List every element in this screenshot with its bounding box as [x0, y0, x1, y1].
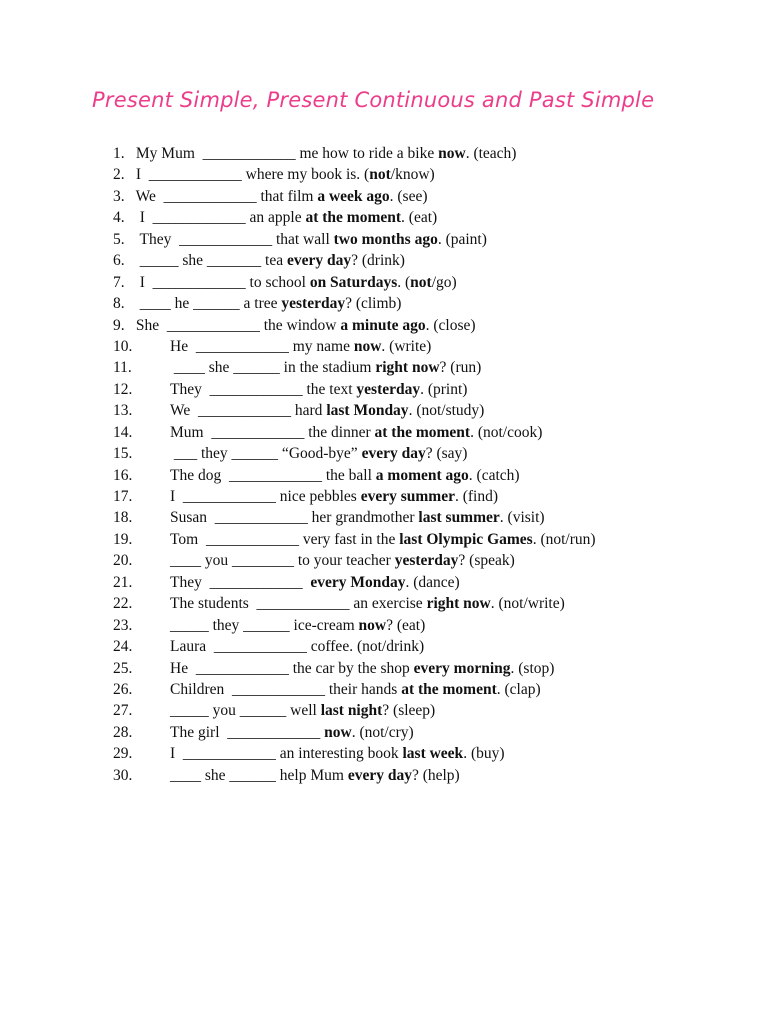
exercise-item: [113, 379, 673, 400]
exercise-number: 1.: [113, 145, 125, 162]
exercise-text: _____ they ______ ice-cream: [170, 616, 359, 634]
exercise-text: . (not/cook): [470, 423, 543, 441]
exercise-sentence: [170, 615, 425, 636]
exercise-keyword: every day: [361, 445, 426, 463]
exercise-sentence: [170, 636, 424, 657]
exercise-sentence: [170, 507, 545, 528]
exercise-item: [113, 679, 673, 700]
exercise-number: 24.: [113, 638, 133, 656]
exercise-text: . (not/study): [408, 402, 485, 420]
exercise-text: . (: [397, 273, 411, 291]
exercise-text: /know): [390, 166, 435, 184]
exercise-keyword: right now: [426, 595, 491, 613]
exercise-text: Susan ____________ her grandmother: [170, 509, 419, 527]
exercise-sentence: [170, 593, 565, 614]
exercise-text: ? (help): [411, 766, 460, 784]
exercise-keyword: every Monday: [310, 573, 406, 591]
exercise-item: [113, 765, 673, 786]
exercise-text: She ____________ the window: [132, 316, 341, 334]
exercise-text: They ____________: [170, 573, 311, 591]
exercise-number: 7.: [113, 273, 125, 291]
exercise-keyword: a minute ago: [340, 316, 426, 334]
exercise-text: ? (climb): [345, 295, 402, 313]
exercise-item: [113, 615, 673, 636]
exercise-number: 4.: [113, 209, 125, 227]
exercise-number: 3.: [113, 187, 125, 205]
exercise-keyword: now: [353, 337, 382, 355]
exercise-number: 25.: [113, 659, 133, 677]
exercise-item: [113, 572, 673, 593]
exercise-item: [113, 443, 673, 464]
exercise-number: 5.: [113, 230, 125, 248]
exercise-item: [113, 465, 673, 486]
exercise-number: 23.: [113, 616, 133, 634]
exercise-sentence: [170, 486, 498, 507]
exercise-item: [113, 293, 673, 314]
exercise-text: I ____________ where my book is. (: [132, 166, 370, 184]
exercise-text: . (stop): [510, 659, 555, 677]
exercise-text: The students ____________ an exercise: [170, 595, 427, 613]
exercise-keyword: now: [438, 145, 466, 162]
exercise-number: 9.: [113, 316, 125, 334]
exercise-item: [113, 143, 673, 164]
exercise-text: . (not/run): [532, 530, 596, 548]
exercise-text: He ____________ the car by the shop: [170, 659, 414, 677]
exercise-item: [113, 250, 673, 271]
exercise-text: ? (sleep): [382, 702, 436, 720]
exercise-number: 30.: [113, 766, 133, 784]
exercise-sentence: [132, 229, 487, 250]
exercise-sentence: [170, 529, 596, 550]
worksheet-title: Present Simple, Present Continuous and Past Simple: [92, 88, 655, 112]
exercise-item: [113, 550, 673, 571]
exercise-sentence: [170, 443, 467, 464]
exercise-text: . (clap): [496, 680, 541, 698]
exercise-number: 13.: [113, 402, 133, 420]
exercise-item: [113, 422, 673, 443]
exercise-item: [113, 315, 673, 336]
exercise-keyword: a week ago: [317, 187, 390, 205]
exercise-sentence: [132, 164, 435, 185]
exercise-sentence: [132, 293, 401, 314]
exercise-number: 26.: [113, 680, 133, 698]
exercise-item: [113, 722, 673, 743]
exercise-text: Children ____________ their hands: [170, 680, 402, 698]
exercise-sentence: [170, 357, 481, 378]
exercise-text: Tom ____________ very fast in the: [170, 530, 400, 548]
exercise-item: [113, 186, 673, 207]
exercise-text: . (find): [454, 488, 498, 505]
exercise-text: . (print): [420, 380, 468, 398]
exercise-text: We ____________ hard: [170, 402, 327, 420]
exercise-sentence: [170, 679, 541, 700]
exercise-keyword: a moment ago: [375, 466, 469, 484]
exercise-number: 16.: [113, 466, 133, 484]
exercise-number: 11.: [113, 359, 132, 377]
exercise-keyword: every summer: [360, 488, 455, 505]
exercise-text: . (paint): [437, 230, 487, 248]
exercise-keyword: last week: [402, 745, 464, 763]
exercise-keyword: last Olympic Games: [399, 530, 533, 548]
exercise-text: ? (run): [439, 359, 482, 377]
exercise-number: 19.: [113, 530, 133, 548]
exercise-item: [113, 164, 673, 185]
exercise-text: . (catch): [468, 466, 520, 484]
exercise-text: He ____________ my name: [170, 337, 354, 355]
exercise-keyword: last summer: [418, 509, 500, 527]
exercise-number: 27.: [113, 702, 133, 720]
exercise-number: 6.: [113, 252, 125, 270]
exercise-sentence: [170, 765, 460, 786]
exercise-text: They ____________ the text: [170, 380, 357, 398]
exercise-text: ___ they ______ “Good-bye”: [170, 445, 362, 463]
exercise-text: . (dance): [405, 573, 460, 591]
exercise-text: . (not/write): [490, 595, 565, 613]
exercise-text: The girl ____________: [170, 723, 325, 741]
exercise-keyword: yesterday: [394, 552, 459, 570]
exercise-keyword: yesterday: [356, 380, 421, 398]
exercise-sentence: [132, 143, 516, 164]
exercise-text: ____ you ________ to your teacher: [170, 552, 395, 570]
exercise-keyword: not: [369, 166, 391, 184]
exercise-sentence: [132, 186, 428, 207]
exercise-number: 2.: [113, 166, 125, 184]
exercise-list: [113, 143, 673, 786]
exercise-sentence: [170, 572, 460, 593]
exercise-number: 22.: [113, 595, 133, 613]
exercise-number: 21.: [113, 573, 133, 591]
exercise-text: Mum ____________ the dinner: [170, 423, 375, 441]
exercise-sentence: [170, 400, 484, 421]
exercise-sentence: [170, 550, 515, 571]
exercise-text: I ____________ nice pebbles: [170, 488, 361, 505]
exercise-text: Laura ____________ coffee. (not/drink): [170, 638, 425, 656]
exercise-text: /go): [431, 273, 457, 291]
exercise-keyword: at the moment: [374, 423, 471, 441]
exercise-text: . (see): [389, 187, 428, 205]
exercise-keyword: two months ago: [333, 230, 438, 248]
exercise-item: [113, 593, 673, 614]
exercise-number: 8.: [113, 295, 125, 313]
exercise-sentence: [170, 658, 554, 679]
exercise-text: I ____________ to school: [132, 273, 310, 291]
exercise-number: 18.: [113, 509, 133, 527]
exercise-keyword: every day: [286, 252, 352, 270]
exercise-text: We ____________ that film: [132, 187, 318, 205]
exercise-keyword: yesterday: [281, 295, 346, 313]
exercise-text: . (teach): [465, 145, 517, 162]
exercise-sentence: [170, 743, 505, 764]
exercise-item: [113, 486, 673, 507]
exercise-keyword: on Saturdays: [309, 273, 398, 291]
exercise-text: My Mum ____________ me how to ride a bike: [132, 145, 439, 162]
exercise-text: ? (say): [425, 445, 468, 463]
exercise-sentence: [132, 272, 457, 293]
exercise-text: _____ you ______ well: [170, 702, 321, 720]
exercise-number: 29.: [113, 745, 133, 763]
exercise-text: The dog ____________ the ball: [170, 466, 376, 484]
exercise-item: [113, 700, 673, 721]
exercise-keyword: right now: [375, 359, 440, 377]
exercise-text: They ____________ that wall: [132, 230, 334, 248]
exercise-number: 17.: [113, 488, 133, 505]
exercise-keyword: not: [410, 273, 432, 291]
exercise-item: [113, 636, 673, 657]
exercise-text: . (write): [381, 337, 432, 355]
exercise-text: . (eat): [401, 209, 438, 227]
exercise-item: [113, 229, 673, 250]
exercise-sentence: [132, 250, 405, 271]
exercise-item: [113, 272, 673, 293]
exercise-item: [113, 507, 673, 528]
exercise-sentence: [170, 422, 542, 443]
exercise-item: [113, 658, 673, 679]
exercise-sentence: [132, 315, 476, 336]
exercise-text: ? (speak): [458, 552, 515, 570]
exercise-text: . (not/cry): [351, 723, 414, 741]
exercise-text: ? (drink): [351, 252, 405, 270]
exercise-keyword: last Monday: [326, 402, 409, 420]
exercise-text: ____ she ______ in the stadium: [170, 359, 376, 377]
exercise-keyword: now: [324, 723, 352, 741]
exercise-text: . (visit): [499, 509, 545, 527]
exercise-number: 14.: [113, 423, 133, 441]
exercise-text: . (close): [425, 316, 476, 334]
exercise-sentence: [170, 336, 431, 357]
exercise-sentence: [170, 700, 435, 721]
exercise-text: I ____________ an interesting book: [170, 745, 403, 763]
exercise-item: [113, 400, 673, 421]
exercise-keyword: at the moment: [305, 209, 402, 227]
exercise-sentence: [170, 379, 467, 400]
exercise-sentence: [132, 207, 437, 228]
exercise-number: 20.: [113, 552, 133, 570]
exercise-keyword: every day: [347, 766, 412, 784]
exercise-number: 28.: [113, 723, 133, 741]
exercise-number: 10.: [113, 337, 133, 355]
exercise-text: ____ he ______ a tree: [132, 295, 282, 313]
exercise-keyword: every morning: [413, 659, 511, 677]
exercise-sentence: [170, 722, 414, 743]
exercise-text: ? (eat): [386, 616, 426, 634]
exercise-keyword: last night: [320, 702, 383, 720]
exercise-item: [113, 529, 673, 550]
exercise-text: _____ she _______ tea: [132, 252, 287, 270]
exercise-number: 12.: [113, 380, 133, 398]
exercise-item: [113, 207, 673, 228]
exercise-number: 15.: [113, 445, 133, 463]
exercise-text: . (buy): [463, 745, 505, 763]
exercise-text: ____ she ______ help Mum: [170, 766, 348, 784]
exercise-item: [113, 743, 673, 764]
exercise-keyword: now: [358, 616, 387, 634]
exercise-keyword: at the moment: [401, 680, 497, 698]
exercise-text: I ____________ an apple: [132, 209, 306, 227]
exercise-item: [113, 357, 673, 378]
exercise-item: [113, 336, 673, 357]
exercise-sentence: [170, 465, 520, 486]
